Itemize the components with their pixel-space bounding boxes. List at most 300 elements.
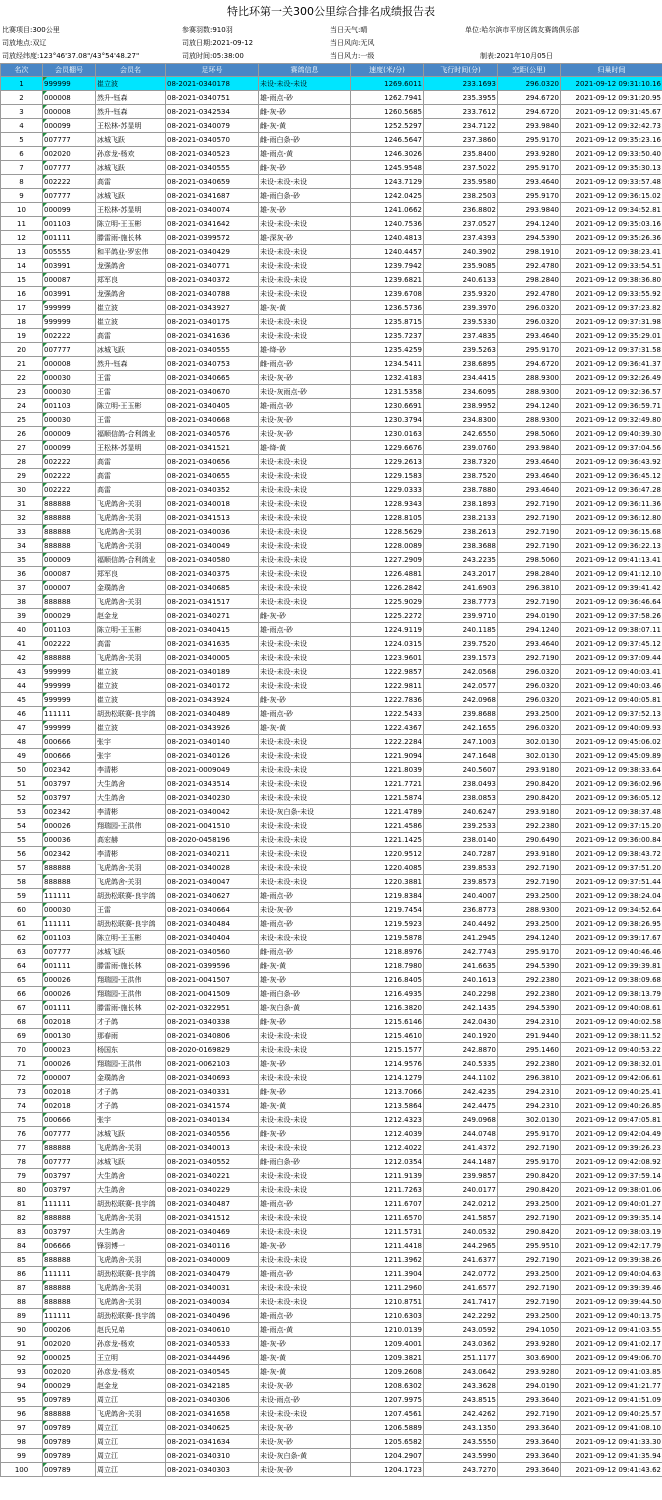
info-row-3 xyxy=(0,50,662,63)
rank-cell: 29 xyxy=(1,469,43,483)
pigeon-info-cell: 未设-未设-未设 xyxy=(259,833,351,847)
table-row[interactable] xyxy=(1,581,662,595)
pigeon-info-cell: 雄-雨点-砂 xyxy=(259,1267,351,1281)
table-row[interactable] xyxy=(1,273,662,287)
member-name-cell: 龙强鸽舍 xyxy=(96,287,166,301)
table-row[interactable] xyxy=(1,987,662,1001)
table-row[interactable] xyxy=(1,1351,662,1365)
rank-cell: 16 xyxy=(1,287,43,301)
flight-time-cell: 242.7743 xyxy=(424,945,498,959)
member-name-cell: 陈立明-王玉彬 xyxy=(96,217,166,231)
table-row[interactable] xyxy=(1,1463,662,1477)
release-coords-field: 司放经纬度:123°46'37.08"/43°54'48.27" xyxy=(2,52,140,60)
table-row[interactable] xyxy=(1,637,662,651)
speed-cell: 1215.6146 xyxy=(351,1015,424,1029)
rank-cell: 96 xyxy=(1,1407,43,1421)
arrival-time-cell: 2021-09-12 09:38:24.04 xyxy=(561,889,662,903)
pigeon-info-cell: 雌-灰-砂 xyxy=(259,1015,351,1029)
table-row[interactable] xyxy=(1,945,662,959)
table-row[interactable] xyxy=(1,875,662,889)
table-row[interactable] xyxy=(1,483,662,497)
distance-cell: 290.8420 xyxy=(498,1169,561,1183)
table-row[interactable] xyxy=(1,847,662,861)
table-row[interactable] xyxy=(1,749,662,763)
table-row[interactable] xyxy=(1,959,662,973)
member-loft-cell: 888888 xyxy=(43,1211,96,1225)
table-row[interactable] xyxy=(1,1421,662,1435)
col-header-distance[interactable]: 空距(公里) xyxy=(498,64,561,77)
member-loft-cell: 000130 xyxy=(43,1029,96,1043)
ring-number-cell: 08-2021-0340670 xyxy=(166,385,259,399)
ring-number-cell: 08-2021-0340533 xyxy=(166,1337,259,1351)
speed-cell: 1216.3820 xyxy=(351,1001,424,1015)
flight-time-cell: 242.6550 xyxy=(424,427,498,441)
rank-cell: 75 xyxy=(1,1113,43,1127)
member-name-cell: 冰城飞跃 xyxy=(96,343,166,357)
table-row[interactable] xyxy=(1,1407,662,1421)
arrival-time-cell: 2021-09-12 09:36:12.80 xyxy=(561,511,662,525)
table-row[interactable] xyxy=(1,819,662,833)
table-row[interactable] xyxy=(1,511,662,525)
pigeon-info-cell: 未设-未设-未设 xyxy=(259,595,351,609)
member-name-cell: 王雷 xyxy=(96,371,166,385)
table-row[interactable] xyxy=(1,1239,662,1253)
table-row[interactable] xyxy=(1,441,662,455)
table-row[interactable] xyxy=(1,861,662,875)
member-name-cell: 冰城飞跃 xyxy=(96,133,166,147)
distance-cell: 296.0320 xyxy=(498,693,561,707)
table-row[interactable] xyxy=(1,231,662,245)
table-row[interactable] xyxy=(1,497,662,511)
table-row[interactable] xyxy=(1,1169,662,1183)
table-row[interactable] xyxy=(1,693,662,707)
table-row[interactable] xyxy=(1,931,662,945)
distance-cell: 293.4640 xyxy=(498,175,561,189)
arrival-time-cell: 2021-09-12 09:36:15.68 xyxy=(561,525,662,539)
flight-time-cell: 239.5330 xyxy=(424,315,498,329)
flight-time-cell: 242.0430 xyxy=(424,1015,498,1029)
flight-time-cell: 239.7520 xyxy=(424,637,498,651)
table-row[interactable] xyxy=(1,399,662,413)
distance-cell: 295.9170 xyxy=(498,343,561,357)
rank-cell: 26 xyxy=(1,427,43,441)
member-loft-cell: 002020 xyxy=(43,147,96,161)
table-row[interactable] xyxy=(1,133,662,147)
flight-time-cell: 234.4415 xyxy=(424,371,498,385)
table-row[interactable] xyxy=(1,245,662,259)
rank-cell: 21 xyxy=(1,357,43,371)
pigeon-info-cell: 未设-灰-砂 xyxy=(259,427,351,441)
table-row[interactable] xyxy=(1,623,662,637)
ring-number-cell: 08-2021-0340625 xyxy=(166,1421,259,1435)
table-row[interactable] xyxy=(1,1071,662,1085)
table-row[interactable] xyxy=(1,595,662,609)
flight-time-cell: 243.3628 xyxy=(424,1379,498,1393)
ring-number-cell: 08-2021-0041507 xyxy=(166,973,259,987)
member-loft-cell: 000030 xyxy=(43,371,96,385)
member-loft-cell: 000087 xyxy=(43,567,96,581)
member-name-cell: 金璞鸽舍 xyxy=(96,581,166,595)
pigeon-info-cell: 未设-未设-未设 xyxy=(259,637,351,651)
rank-cell: 23 xyxy=(1,385,43,399)
table-row[interactable] xyxy=(1,1323,662,1337)
member-name-cell: 飞虎鸽舍-关羽 xyxy=(96,595,166,609)
table-row[interactable] xyxy=(1,1043,662,1057)
distance-cell: 292.7190 xyxy=(498,875,561,889)
arrival-time-cell: 2021-09-12 09:39:17.67 xyxy=(561,931,662,945)
member-name-cell: 冰城飞跃 xyxy=(96,1127,166,1141)
ring-number-cell: 08-2021-0340664 xyxy=(166,903,259,917)
table-row[interactable] xyxy=(1,735,662,749)
table-row[interactable] xyxy=(1,651,662,665)
table-row[interactable] xyxy=(1,1267,662,1281)
pigeon-info-cell: 雄-灰-砂 xyxy=(259,1239,351,1253)
flight-time-cell: 239.0760 xyxy=(424,441,498,455)
table-row[interactable] xyxy=(1,217,662,231)
rank-cell: 76 xyxy=(1,1127,43,1141)
flight-time-cell: 242.8870 xyxy=(424,1043,498,1057)
table-row[interactable] xyxy=(1,791,662,805)
member-name-cell: 胡劲松联赛-良宇鸽 xyxy=(96,707,166,721)
member-loft-cell: 000009 xyxy=(43,427,96,441)
table-row[interactable] xyxy=(1,301,662,315)
table-row[interactable] xyxy=(1,973,662,987)
flight-time-cell: 240.1185 xyxy=(424,623,498,637)
member-name-cell: 飞虎鸽舍-关羽 xyxy=(96,539,166,553)
arrival-time-cell: 2021-09-12 09:39:41.42 xyxy=(561,581,662,595)
col-header-ring-number[interactable]: 足环号 xyxy=(166,64,259,77)
speed-cell: 1252.5297 xyxy=(351,119,424,133)
arrival-time-cell: 2021-09-12 09:38:03.19 xyxy=(561,1225,662,1239)
pigeon-info-cell: 雄-雨点-砂 xyxy=(259,889,351,903)
flight-time-cell: 242.4235 xyxy=(424,1085,498,1099)
table-row[interactable] xyxy=(1,1449,662,1463)
rank-cell: 93 xyxy=(1,1365,43,1379)
table-row[interactable] xyxy=(1,427,662,441)
table-row[interactable] xyxy=(1,1295,662,1309)
table-row[interactable] xyxy=(1,1379,662,1393)
col-header-member-loft[interactable]: 会员棚号 xyxy=(43,64,96,77)
rank-cell: 6 xyxy=(1,147,43,161)
table-row[interactable] xyxy=(1,889,662,903)
table-row[interactable] xyxy=(1,455,662,469)
table-row[interactable] xyxy=(1,203,662,217)
member-loft-cell: 888888 xyxy=(43,1295,96,1309)
arrival-time-cell: 2021-09-12 09:33:50.40 xyxy=(561,147,662,161)
table-row[interactable] xyxy=(1,553,662,567)
speed-cell: 1211.6570 xyxy=(351,1211,424,1225)
table-row[interactable] xyxy=(1,1099,662,1113)
speed-cell: 1211.3904 xyxy=(351,1267,424,1281)
member-loft-cell: 003797 xyxy=(43,1225,96,1239)
ring-number-cell: 08-2020-0169829 xyxy=(166,1043,259,1057)
table-row[interactable] xyxy=(1,385,662,399)
col-header-arrival-time[interactable]: 归巢时间 xyxy=(561,64,662,77)
col-header-pigeon-info[interactable]: 赛鸽信息 xyxy=(259,64,351,77)
table-row[interactable] xyxy=(1,469,662,483)
member-name-cell: 福顺信鸽-合利鸽业 xyxy=(96,553,166,567)
table-row[interactable] xyxy=(1,343,662,357)
rank-cell: 77 xyxy=(1,1141,43,1155)
table-row[interactable] xyxy=(1,1001,662,1015)
member-name-cell: 大生鸽舍 xyxy=(96,1225,166,1239)
distance-cell: 293.4640 xyxy=(498,455,561,469)
pigeon-info-cell: 未设-未设-未设 xyxy=(259,651,351,665)
distance-cell: 293.3640 xyxy=(498,1393,561,1407)
member-loft-cell: 002222 xyxy=(43,455,96,469)
flight-time-cell: 244.1487 xyxy=(424,1155,498,1169)
ring-number-cell: 08-2021-0340352 xyxy=(166,483,259,497)
arrival-time-cell: 2021-09-12 09:41:51.09 xyxy=(561,1393,662,1407)
pigeon-info-cell: 雄-雨点-黄 xyxy=(259,1323,351,1337)
table-row[interactable] xyxy=(1,1155,662,1169)
speed-cell: 1221.1425 xyxy=(351,833,424,847)
member-loft-cell: 002342 xyxy=(43,847,96,861)
member-loft-cell: 009789 xyxy=(43,1393,96,1407)
table-row[interactable] xyxy=(1,315,662,329)
distance-cell: 292.7190 xyxy=(498,651,561,665)
member-name-cell: 冰城飞跃 xyxy=(96,945,166,959)
table-row[interactable] xyxy=(1,1085,662,1099)
ring-number-cell: 08-2021-0340331 xyxy=(166,1085,259,1099)
table-row[interactable] xyxy=(1,917,662,931)
rank-cell: 20 xyxy=(1,343,43,357)
speed-cell: 1220.3881 xyxy=(351,875,424,889)
rank-cell: 10 xyxy=(1,203,43,217)
distance-cell: 296.0320 xyxy=(498,721,561,735)
results-body xyxy=(1,77,662,1477)
col-header-speed[interactable]: 速度(米/分) xyxy=(351,64,424,77)
distance-cell: 302.0130 xyxy=(498,749,561,763)
table-row[interactable] xyxy=(1,1211,662,1225)
rank-cell: 85 xyxy=(1,1253,43,1267)
member-loft-cell: 003991 xyxy=(43,259,96,273)
flight-time-cell: 241.4372 xyxy=(424,1141,498,1155)
table-row[interactable] xyxy=(1,147,662,161)
table-row[interactable] xyxy=(1,1253,662,1267)
table-header-row xyxy=(1,64,662,77)
arrival-time-cell: 2021-09-12 09:35:23.16 xyxy=(561,133,662,147)
table-row[interactable] xyxy=(1,357,662,371)
speed-cell: 1222.9857 xyxy=(351,665,424,679)
speed-cell: 1222.4367 xyxy=(351,721,424,735)
pigeon-info-cell: 雌-雨点-砂 xyxy=(259,945,351,959)
table-row[interactable] xyxy=(1,77,662,91)
arrival-time-cell: 2021-09-12 09:41:43.62 xyxy=(561,1463,662,1477)
table-row[interactable] xyxy=(1,105,662,119)
member-loft-cell: 000026 xyxy=(43,973,96,987)
rank-cell: 48 xyxy=(1,735,43,749)
distance-cell: 288.9300 xyxy=(498,385,561,399)
rank-cell: 51 xyxy=(1,777,43,791)
table-row[interactable] xyxy=(1,287,662,301)
speed-cell: 1212.4022 xyxy=(351,1141,424,1155)
table-row[interactable] xyxy=(1,1365,662,1379)
table-row[interactable] xyxy=(1,189,662,203)
table-row[interactable] xyxy=(1,903,662,917)
table-row[interactable] xyxy=(1,721,662,735)
speed-cell: 1234.5411 xyxy=(351,357,424,371)
table-row[interactable] xyxy=(1,1225,662,1239)
table-row[interactable] xyxy=(1,329,662,343)
col-header-member-name[interactable]: 会员名 xyxy=(96,64,166,77)
pigeon-info-cell: 未设-未设-未设 xyxy=(259,665,351,679)
flight-time-cell: 241.7417 xyxy=(424,1295,498,1309)
speed-cell: 1236.5736 xyxy=(351,301,424,315)
member-name-cell: 王松林-苏显明 xyxy=(96,119,166,133)
pigeon-info-cell: 未设-未设-未设 xyxy=(259,315,351,329)
table-row[interactable] xyxy=(1,1127,662,1141)
distance-cell: 298.5060 xyxy=(498,553,561,567)
ring-number-cell: 08-2021-0340047 xyxy=(166,875,259,889)
member-name-cell: 飞虎鸽舍-关羽 xyxy=(96,1295,166,1309)
ring-number-cell: 08-2021-0343927 xyxy=(166,301,259,315)
ring-number-cell: 08-2021-0340140 xyxy=(166,735,259,749)
distance-cell: 293.2500 xyxy=(498,1309,561,1323)
speed-cell: 1228.8105 xyxy=(351,511,424,525)
ring-number-cell: 08-2021-0340523 xyxy=(166,147,259,161)
flight-time-cell: 242.0968 xyxy=(424,693,498,707)
member-loft-cell: 000030 xyxy=(43,413,96,427)
flight-time-cell: 240.6133 xyxy=(424,273,498,287)
table-row[interactable] xyxy=(1,1015,662,1029)
ring-number-cell: 08-2021-0340013 xyxy=(166,1141,259,1155)
pigeon-info-cell: 雄-灰-砂 xyxy=(259,1337,351,1351)
pigeon-info-cell: 未设-未设-未设 xyxy=(259,735,351,749)
member-loft-cell: 888888 xyxy=(43,525,96,539)
table-row[interactable] xyxy=(1,1113,662,1127)
table-row[interactable] xyxy=(1,1029,662,1043)
member-name-cell: 陈立明-王玉彬 xyxy=(96,931,166,945)
table-row[interactable] xyxy=(1,175,662,189)
distance-cell: 294.0190 xyxy=(498,1379,561,1393)
speed-cell: 1211.9139 xyxy=(351,1169,424,1183)
member-loft-cell: 000023 xyxy=(43,1043,96,1057)
speed-cell: 1260.5685 xyxy=(351,105,424,119)
member-loft-cell: 009789 xyxy=(43,1463,96,1477)
col-header-rank[interactable]: 名次 xyxy=(1,64,43,77)
ring-number-cell: 08-2021-0340375 xyxy=(166,567,259,581)
flight-time-cell: 243.0362 xyxy=(424,1337,498,1351)
distance-cell: 294.1240 xyxy=(498,399,561,413)
arrival-time-cell: 2021-09-12 09:41:08.10 xyxy=(561,1421,662,1435)
flight-time-cell: 238.0853 xyxy=(424,791,498,805)
table-row[interactable] xyxy=(1,1337,662,1351)
pigeon-info-cell: 未设-未设-未设 xyxy=(259,259,351,273)
rank-cell: 67 xyxy=(1,1001,43,1015)
rank-cell: 70 xyxy=(1,1043,43,1057)
pigeon-info-cell: 雄-灰-黄 xyxy=(259,1351,351,1365)
table-row[interactable] xyxy=(1,567,662,581)
member-loft-cell: 007777 xyxy=(43,133,96,147)
arrival-time-cell: 2021-09-12 09:37:52.13 xyxy=(561,707,662,721)
table-row[interactable] xyxy=(1,707,662,721)
table-row[interactable] xyxy=(1,1281,662,1295)
arrival-time-cell: 2021-09-12 09:40:46.46 xyxy=(561,945,662,959)
rank-cell: 53 xyxy=(1,805,43,819)
member-loft-cell: 007777 xyxy=(43,189,96,203)
arrival-time-cell: 2021-09-12 09:38:07.11 xyxy=(561,623,662,637)
table-row[interactable] xyxy=(1,1393,662,1407)
pigeon-info-cell: 未设-未设-未设 xyxy=(259,455,351,469)
member-name-cell: 陈立明-王玉彬 xyxy=(96,399,166,413)
arrival-time-cell: 2021-09-12 09:41:21.77 xyxy=(561,1379,662,1393)
table-row[interactable] xyxy=(1,1057,662,1071)
table-row[interactable] xyxy=(1,609,662,623)
table-row[interactable] xyxy=(1,1197,662,1211)
arrival-time-cell: 2021-09-12 09:37:23.82 xyxy=(561,301,662,315)
table-row[interactable] xyxy=(1,763,662,777)
col-header-flight-time[interactable]: 飞行时间(分) xyxy=(424,64,498,77)
distance-cell: 293.9180 xyxy=(498,805,561,819)
speed-cell: 1225.9029 xyxy=(351,595,424,609)
flight-time-cell: 240.2298 xyxy=(424,987,498,1001)
arrival-time-cell: 2021-09-12 09:37:09.44 xyxy=(561,651,662,665)
arrival-time-cell: 2021-09-12 09:41:35.94 xyxy=(561,1449,662,1463)
rank-cell: 80 xyxy=(1,1183,43,1197)
table-row[interactable] xyxy=(1,805,662,819)
arrival-time-cell: 2021-09-12 09:38:23.41 xyxy=(561,245,662,259)
table-row[interactable] xyxy=(1,525,662,539)
rank-cell: 69 xyxy=(1,1029,43,1043)
ring-number-cell: 08-2021-0340693 xyxy=(166,1071,259,1085)
pigeon-info-cell: 未设-未设-未设 xyxy=(259,1253,351,1267)
rank-cell: 17 xyxy=(1,301,43,315)
ring-number-cell: 08-2021-0341687 xyxy=(166,189,259,203)
ring-number-cell: 08-2021-0340429 xyxy=(166,245,259,259)
flight-time-cell: 242.0212 xyxy=(424,1197,498,1211)
pigeon-info-cell: 雄-灰-砂 xyxy=(259,1057,351,1071)
table-row[interactable] xyxy=(1,1183,662,1197)
table-row[interactable] xyxy=(1,371,662,385)
ring-number-cell: 08-2021-0341517 xyxy=(166,595,259,609)
member-name-cell: 胡劲松联赛-良宇鸽 xyxy=(96,1309,166,1323)
member-loft-cell: 009789 xyxy=(43,1421,96,1435)
table-row[interactable] xyxy=(1,1435,662,1449)
table-row[interactable] xyxy=(1,1309,662,1323)
table-row[interactable] xyxy=(1,91,662,105)
rank-cell: 41 xyxy=(1,637,43,651)
rank-cell: 36 xyxy=(1,567,43,581)
speed-cell: 1219.5878 xyxy=(351,931,424,945)
flight-time-cell: 240.4492 xyxy=(424,917,498,931)
distance-cell: 292.7190 xyxy=(498,539,561,553)
speed-cell: 1241.0662 xyxy=(351,203,424,217)
table-row[interactable] xyxy=(1,777,662,791)
table-row[interactable] xyxy=(1,679,662,693)
table-row[interactable] xyxy=(1,161,662,175)
member-loft-cell: 005555 xyxy=(43,245,96,259)
rank-cell: 94 xyxy=(1,1379,43,1393)
distance-cell: 293.2500 xyxy=(498,1267,561,1281)
rank-cell: 72 xyxy=(1,1071,43,1085)
table-row[interactable] xyxy=(1,413,662,427)
distance-cell: 294.2310 xyxy=(498,1015,561,1029)
table-row[interactable] xyxy=(1,665,662,679)
distance-cell: 296.0320 xyxy=(498,679,561,693)
table-row[interactable] xyxy=(1,833,662,847)
table-row[interactable] xyxy=(1,1141,662,1155)
table-row[interactable] xyxy=(1,259,662,273)
member-name-cell: 王雷 xyxy=(96,413,166,427)
flight-time-cell: 244.0748 xyxy=(424,1127,498,1141)
table-row[interactable] xyxy=(1,119,662,133)
flight-time-cell: 244.1102 xyxy=(424,1071,498,1085)
flight-time-cell: 238.0493 xyxy=(424,777,498,791)
member-name-cell: 王雷 xyxy=(96,903,166,917)
ring-number-cell: 08-2021-0340665 xyxy=(166,371,259,385)
table-row[interactable] xyxy=(1,539,662,553)
